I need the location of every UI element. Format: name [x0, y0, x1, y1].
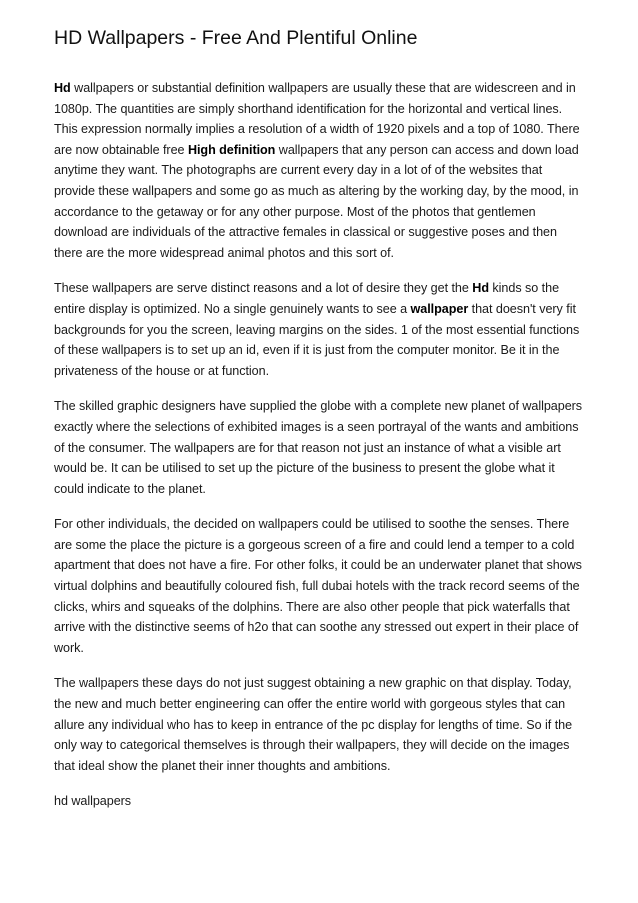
bold-keyword: Hd	[54, 81, 71, 95]
paragraph-6	[54, 791, 586, 812]
paragraph-3	[54, 396, 586, 499]
bold-keyword: Hd	[472, 281, 489, 296]
text-run: hd wallpapers	[54, 794, 132, 809]
text-run: The wallpapers these days do not just suggest obtaining a new graphic on that display. Today, the new and much better engineering can offer the entire world with gorgeous styles that can allure any individual who has to keep in entrance of the pc display for lengths of time. So if the only way to categorical themselves is through their wallpapers, they will decide on the images that ideal show the planet their inner thoughts and ambitions.	[54, 676, 573, 773]
paragraph-2	[54, 278, 586, 381]
document-title: HD Wallpapers - Free And Plentiful Online	[54, 27, 418, 49]
paragraph-1	[54, 78, 586, 263]
text-run: that doesn't very fit backgrounds for you the screen, leaving margins on the sides. 1 of the most essential functions of these wallpapers is to set up an id, even if it is just from the computer monitor. Be it in the privateness of the house or at function.	[54, 301, 580, 378]
text-run: These wallpapers are serve distinct reasons and a lot of desire they get the	[54, 281, 473, 296]
text-run: wallpapers that any person can access and down load anytime they want. The photographs are current every day in a lot of of the websites that provide these wallpapers and some go as much as altering by the working day, by the mood, in accordance to the getaway or for any other purpose. Most of the photos that gentlemen download are individuals of the attractive females in classical or suggestive poses and then there are the more widespread animal photos and this sort of.	[54, 142, 579, 260]
paragraph-4	[54, 514, 586, 658]
text-run: For other individuals, the decided on wallpapers could be utilised to soothe the senses. There are some the place the picture is a gorgeous screen of a fire and could lend a temper to a cold apartment that does not have a fire. For other folks, it could be an underwater planet that shows virtual dolphins and beautifully coloured fish, full dubai hotels with the track record seems of the clicks, whirs and squeaks of the dolphins. There are also other people that pick waterfalls that arrive with the distinctive seems of h2o that can soothe any stressed out expert in their place of work.	[54, 517, 582, 655]
text-run: The skilled graphic designers have supplied the globe with a complete new planet of wallpapers exactly where the selections of exhibited images is a seen portrayal of the wants and ambitions of the consumer. The wallpapers are for that reason not just an instance of what a visible art would be. It can be utilised to set up the picture of the business to present the globe what it could indicate to the planet.	[54, 399, 583, 496]
text-run: kinds so the entire display is optimized. No a single genuinely wants to see a	[54, 281, 560, 316]
bold-keyword: wallpaper	[410, 301, 469, 316]
paragraph-5	[54, 673, 586, 776]
text-run: wallpapers or substantial definition wallpapers are usually these that are widescreen and in 1080p. The quantities are simply shorthand identification for the horizontal and vertical lines. This expression normally implies a resolution of a width of 1920 pixels and a top of 1080. There are now obtainable free	[54, 81, 580, 157]
bold-keyword: High definition	[187, 142, 276, 157]
document-body	[54, 78, 586, 812]
